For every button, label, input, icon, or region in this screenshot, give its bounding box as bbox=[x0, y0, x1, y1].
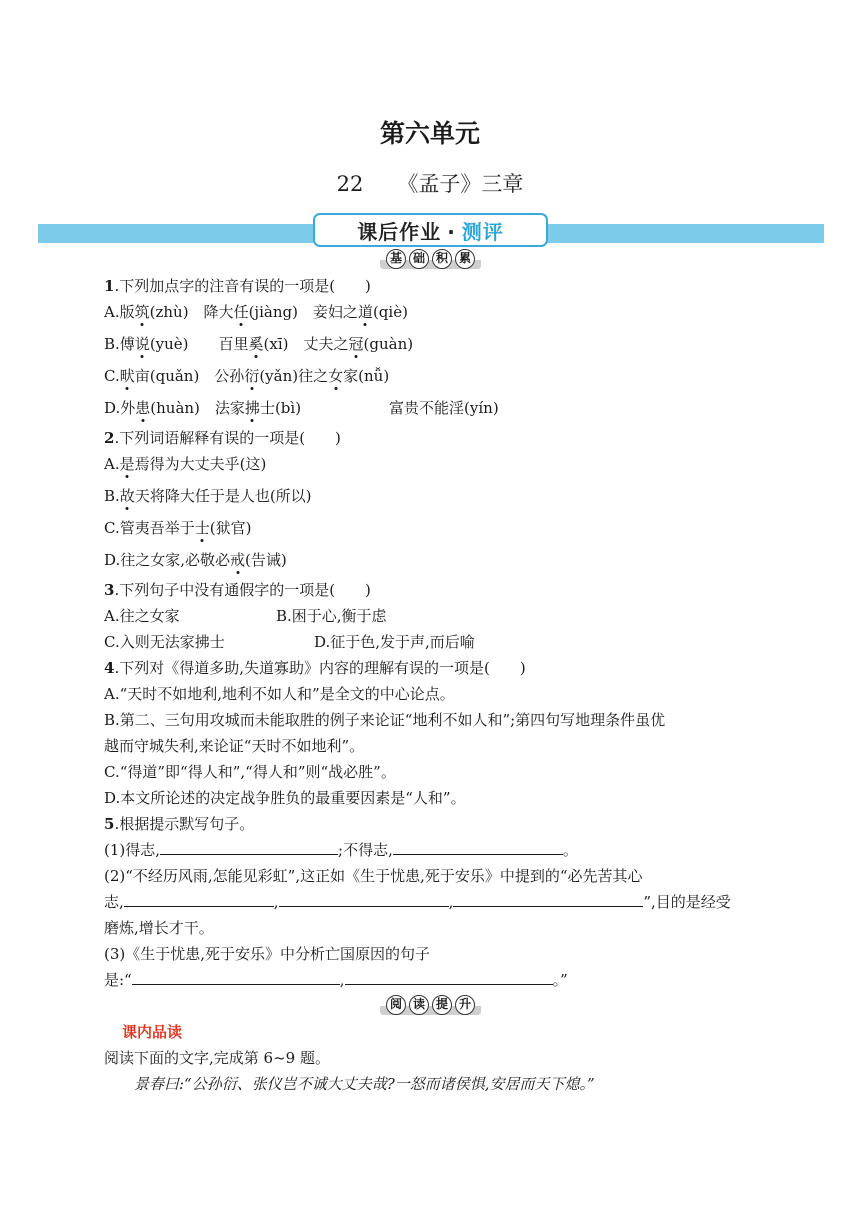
q5-part2-line1: (2)“不经历风雨,怎能见彩虹”,这正如《生于忧患,死于安乐》中提到的“必先苦其心 bbox=[104, 867, 643, 885]
q4-stem: 4.下列对《得道多助,失道寡助》内容的理解有误的一项是( ) bbox=[104, 659, 526, 677]
q5-part2-line2: 志, , , ”,目的是经受 bbox=[104, 893, 731, 911]
section-char: 提 bbox=[432, 995, 452, 1015]
q4-option-b-line2[interactable]: 越而守城失利,来论证“天时不如地利”。 bbox=[104, 737, 365, 755]
banner-right-text: 测评 bbox=[461, 220, 504, 244]
answer-blank[interactable] bbox=[124, 892, 274, 907]
q2-option-a[interactable]: A.是焉得为大丈夫乎(这) bbox=[104, 455, 267, 473]
section-heading-reading bbox=[380, 995, 481, 1015]
q4-option-a[interactable]: A.“天时不如地利,地利不如人和”是全文的中心论点。 bbox=[104, 685, 455, 703]
section-char: 阅 bbox=[386, 995, 406, 1015]
q3-option-c[interactable]: C.入则无法家拂士 bbox=[104, 633, 225, 651]
q4-option-c[interactable]: C.“得道”即“得人和”,“得人和”则“战必胜”。 bbox=[104, 763, 396, 781]
q5-part2-line3: 磨炼,增长才干。 bbox=[104, 919, 214, 937]
answer-blank[interactable] bbox=[453, 892, 643, 907]
q3-stem: 3.下列句子中没有通假字的一项是( ) bbox=[104, 581, 371, 599]
unit-title: 第六单元 bbox=[379, 119, 480, 148]
q4-option-d[interactable]: D.本文所论述的决定战争胜负的最重要因素是“人和”。 bbox=[104, 789, 466, 807]
q2-option-b[interactable]: B.故天将降大任于是人也(所以) bbox=[104, 487, 312, 505]
reading-label: 课内品读 bbox=[122, 1023, 183, 1041]
answer-blank[interactable] bbox=[279, 892, 449, 907]
q3-option-a[interactable]: A.往之女家 bbox=[104, 607, 180, 625]
homework-banner bbox=[313, 213, 548, 247]
section-char: 累 bbox=[455, 249, 475, 269]
q4-option-b-line1[interactable]: B.第二、三句用攻城而未能取胜的例子来论证“地利不如人和”;第四句写地理条件虽优 bbox=[104, 711, 666, 729]
q5-stem: 5.根据提示默写句子。 bbox=[104, 815, 255, 833]
q1-option-a[interactable]: A.版筑(zhù) 降大任(jiàng) 妾妇之道(qiè) bbox=[104, 303, 408, 321]
q5-part3-line2: 是:“ , 。” bbox=[104, 971, 568, 989]
answer-blank[interactable] bbox=[132, 970, 340, 985]
q3-option-d[interactable]: D.征于色,发于声,而后喻 bbox=[314, 633, 475, 651]
q2-stem: 2.下列词语解释有误的一项是( ) bbox=[104, 429, 341, 447]
q2-option-c[interactable]: C.管夷吾举于士(狱官) bbox=[104, 519, 252, 537]
reading-passage: 景春曰:“公孙衍、张仪岂不诚大丈夫哉?一怒而诸侯惧,安居而天下熄。” bbox=[134, 1075, 595, 1093]
section-heading-basics bbox=[380, 249, 481, 269]
q1-stem: 1.下列加点字的注音有误的一项是( ) bbox=[104, 277, 371, 295]
q1-option-b[interactable]: B.傅说(yuè) 百里奚(xī) 丈夫之冠(guàn) bbox=[104, 335, 414, 353]
q5-part1: (1)得志, ;不得志, 。 bbox=[104, 841, 578, 859]
answer-blank[interactable] bbox=[393, 840, 563, 855]
answer-blank[interactable] bbox=[345, 970, 553, 985]
lesson-number: 22 bbox=[336, 172, 364, 196]
q1-option-d[interactable]: D.外患(huàn) 法家拂士(bì) 富贵不能淫(yín) bbox=[104, 399, 499, 417]
q5-part3-line1: (3)《生于忧患,死于安乐》中分析亡国原因的句子 bbox=[104, 945, 431, 963]
q2-option-d[interactable]: D.往之女家,必敬必戒(告诫) bbox=[104, 551, 287, 569]
section-char: 读 bbox=[409, 995, 429, 1015]
banner-dot: · bbox=[447, 220, 456, 244]
section-char: 础 bbox=[409, 249, 429, 269]
section-char: 升 bbox=[455, 995, 475, 1015]
answer-blank[interactable] bbox=[160, 840, 338, 855]
q1-option-c[interactable]: C.畎亩(quǎn) 公孙衍(yǎn)往之女家(nǚ) bbox=[104, 367, 390, 385]
lesson-title bbox=[0, 168, 860, 198]
reading-instruction: 阅读下面的文字,完成第 6~9 题。 bbox=[104, 1049, 330, 1067]
section-char: 积 bbox=[432, 249, 452, 269]
section-char: 基 bbox=[386, 249, 406, 269]
banner-left-text: 课后作业 bbox=[357, 220, 442, 244]
lesson-name: 《孟子》三章 bbox=[397, 172, 524, 196]
q3-option-b[interactable]: B.困于心,衡于虑 bbox=[276, 607, 387, 625]
